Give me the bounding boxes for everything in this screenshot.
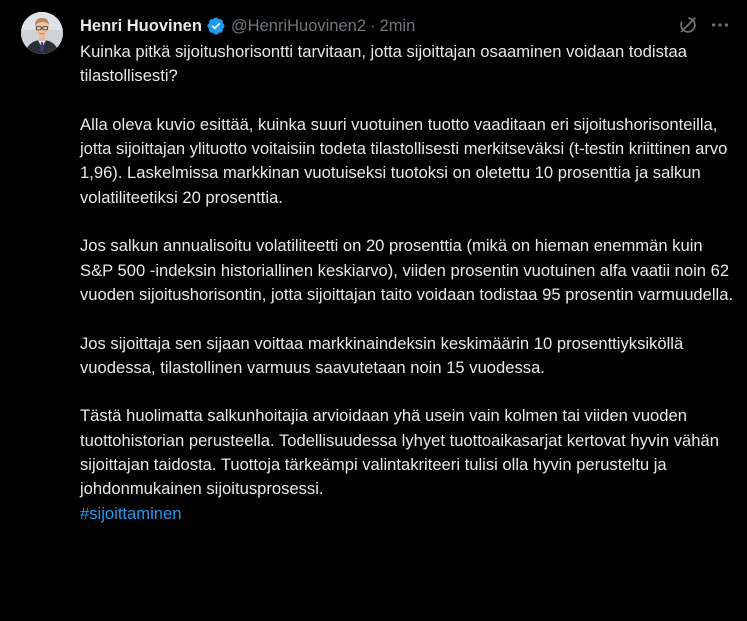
meta-separator: ·: [370, 17, 376, 35]
verified-badge-icon[interactable]: [206, 16, 226, 36]
avatar[interactable]: [21, 12, 63, 54]
tweet-paragraph-text: Tästä huolimatta salkunhoitajia arvioidaan yhä usein vain kolmen tai viiden vuoden tuottohistorian perusteella. Todellisuudessa lyhyet tuottoaikasarjat kertovat hyvin vähän sijoittajan taidosta. Tuottoja tärkeämpi valintakriteeri tulisi olla hyvin perusteltu ja johdonmukainen sijoitusprosessi.: [80, 406, 719, 499]
tweet-header: [80, 14, 731, 38]
tweet-timestamp[interactable]: 2min: [379, 17, 416, 35]
hashtag-link[interactable]: #sijoittaminen: [80, 503, 182, 523]
tweet-paragraph: Jos sijoittaja sen sijaan voittaa markkinaindeksin keskimäärin 10 prosenttiyksiköllä vuodessa, tilastollinen varmuus saavutetaan noin 15 vuodessa.: [80, 333, 684, 377]
header-actions: [677, 14, 731, 36]
tweet-paragraph: Kuinka pitkä sijoitushorisontti tarvitaan, jotta sijoittajan osaaminen voidaan todistaa tilastollisesti?: [80, 42, 687, 86]
tweet-paragraph-last: [80, 404, 735, 525]
avatar-portrait-icon: [21, 12, 63, 54]
grok-slash-icon[interactable]: [677, 14, 699, 36]
author-name[interactable]: Henri Huovinen: [80, 17, 202, 35]
tweet-paragraph: Jos salkun annualisoitu volatiliteetti on 20 prosenttia (mikä on hieman enemmän kuin S&P 500 -indeksin historiallinen keskiarvo), viiden prosentin vuotuinen alfa vaatii noin 62 vuoden sijoitushorisontin, jotta sijoittajan taito voidaan todistaa 95 prosentin varmuudella.: [80, 236, 734, 304]
tweet-paragraph: Alla oleva kuvio esittää, kuinka suuri vuotuinen tuotto vaaditaan eri sijoitushorisonteilla, jotta sijoittajan ylituotto voitaisiin todeta tilastollisesti merkitseväksi (t-testin kriittinen arvo 1,96). Laskelmissa markkinan vuotuiseksi tuotoksi on oletettu 10 prosenttia ja salkun volatiliteetiksi 20 prosenttia.: [80, 114, 728, 207]
tweet-text: [80, 40, 735, 526]
more-dots-icon[interactable]: [709, 14, 731, 36]
author-handle[interactable]: @HenriHuovinen2: [230, 17, 367, 35]
